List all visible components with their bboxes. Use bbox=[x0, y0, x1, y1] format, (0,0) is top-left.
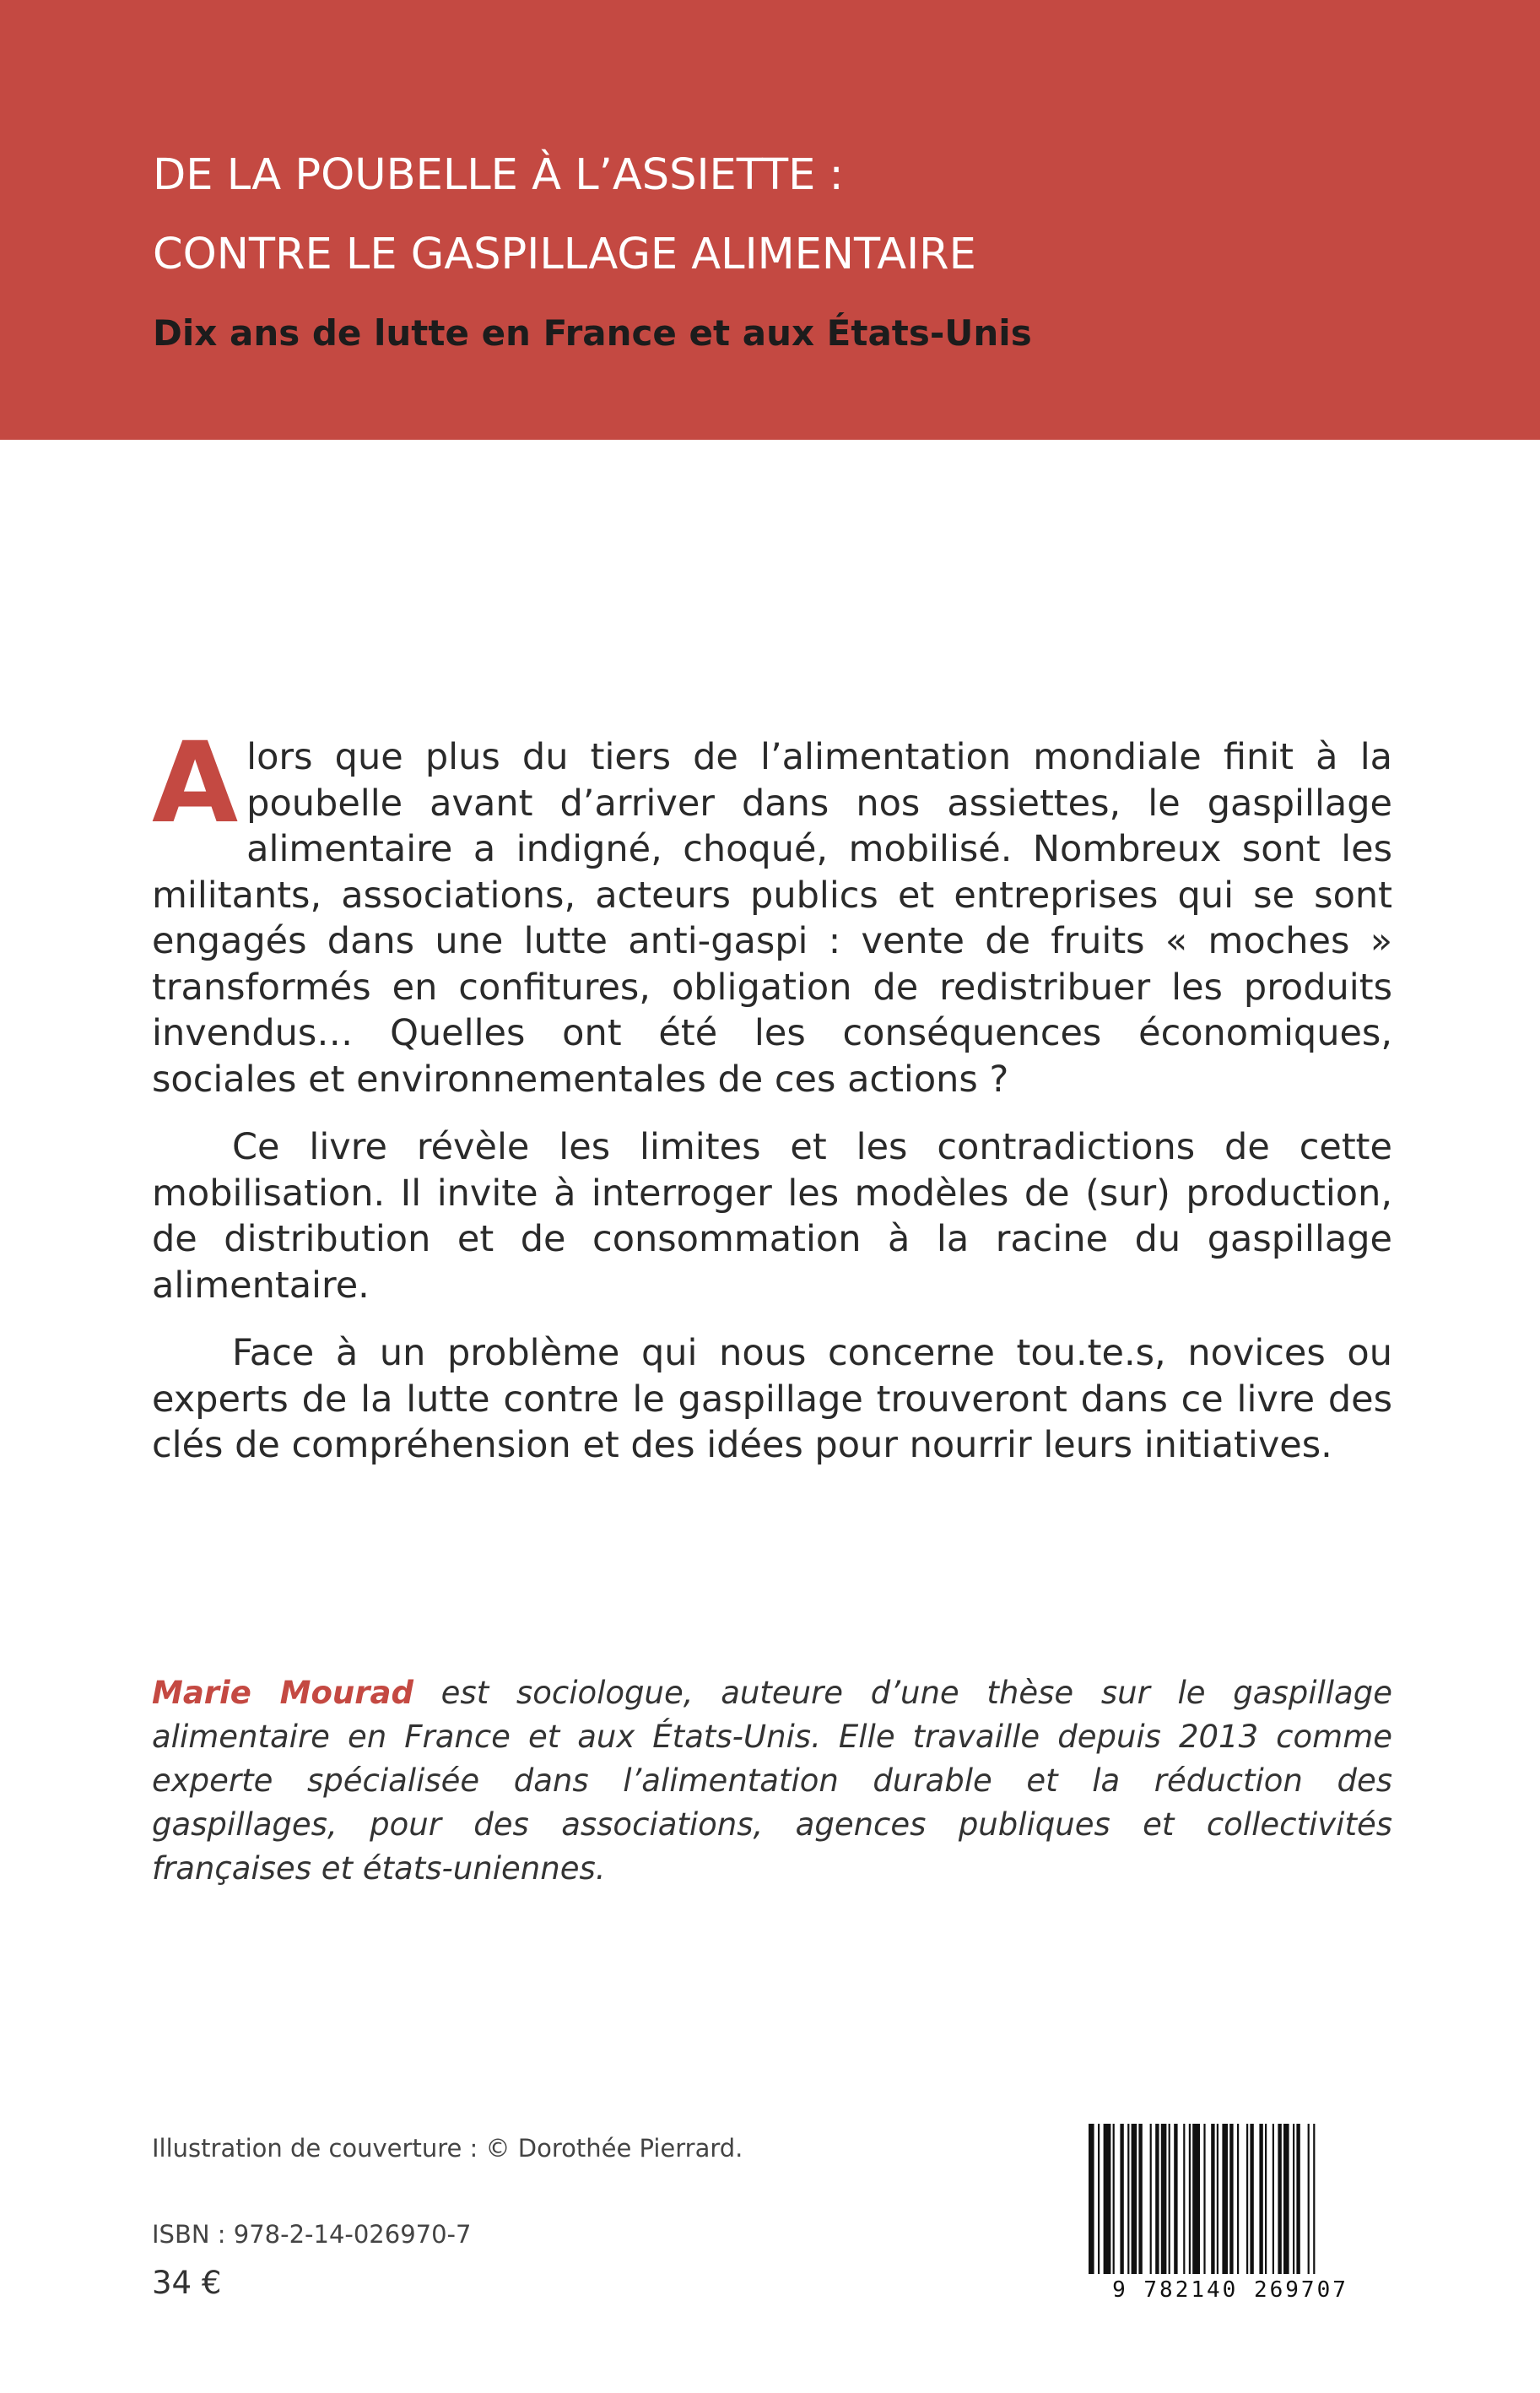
barcode-bar bbox=[1150, 2124, 1152, 2274]
barcode-bar bbox=[1098, 2124, 1100, 2274]
subtitle: Dix ans de lutte en France et aux États-Unis bbox=[153, 312, 1032, 354]
barcode-bar bbox=[1283, 2124, 1289, 2274]
barcode-bar bbox=[1155, 2124, 1159, 2274]
barcode-bars bbox=[1070, 2117, 1391, 2279]
barcode-bar bbox=[1183, 2124, 1185, 2274]
barcode-bar bbox=[1313, 2124, 1315, 2274]
barcode-bar bbox=[1113, 2124, 1115, 2274]
barcode-bar bbox=[1127, 2124, 1129, 2274]
blurb-paragraph-1-text: lors que plus du tiers de l’alimentation mondiale finit à la poubelle avant d’arriver dans nos assiettes, le gaspillage alimentaire a indigné, choqué, mobilisé. Nombreux sont les militants, associations, acteurs publics et entreprises qui se sont engagés dans une lutte anti-gaspi : vente de fruits « moches » transformés en confitures, obligation de redistribuer les produits invendus… Quelles ont été les conséquences économiques, sociales et environnementales de ces actions ? bbox=[152, 736, 1392, 1101]
barcode-bar bbox=[1217, 2124, 1218, 2274]
back-cover-blurb bbox=[152, 718, 1392, 1491]
barcode-number: 9 782140 269707 bbox=[1112, 2277, 1348, 2303]
author-bio-text: est sociologue, auteure d’une thèse sur le gaspillage alimentaire en France et aux États-Unis. Elle travaille depuis 2013 comme experte spécialisée dans l’alimentation durable et la réduction des gaspillages, pour des associations, agences publiques et collectivités françaises et états-uniennes. bbox=[152, 1675, 1392, 1887]
title-line-2: CONTRE LE GASPILLAGE ALIMENTAIRE bbox=[153, 230, 976, 279]
barcode-bar bbox=[1222, 2124, 1228, 2274]
barcode-bar bbox=[1293, 2124, 1294, 2274]
price: 34 € bbox=[152, 2265, 222, 2301]
barcode-bar bbox=[1246, 2124, 1248, 2274]
barcode-bar bbox=[1120, 2124, 1123, 2274]
barcode-bar bbox=[1203, 2124, 1205, 2274]
barcode-bar bbox=[1174, 2124, 1177, 2274]
barcode-bar bbox=[1104, 2124, 1111, 2274]
blurb-paragraph-3: Face à un problème qui nous concerne tou.te.s, novices ou experts de la lutte contre le gaspillage trouveront dans ce livre des clés de compréhension et des idées pour nourrir leurs initiatives. bbox=[152, 1332, 1392, 1466]
barcode-bar bbox=[1278, 2124, 1281, 2274]
barcode bbox=[1070, 2117, 1391, 2303]
barcode-bar bbox=[1161, 2124, 1167, 2274]
barcode-bar bbox=[1138, 2124, 1142, 2274]
barcode-bar bbox=[1237, 2124, 1239, 2274]
barcode-bar bbox=[1132, 2124, 1137, 2274]
barcode-bar bbox=[1229, 2124, 1233, 2274]
author-name: Marie Mourad bbox=[152, 1675, 413, 1711]
illustration-credit: Illustration de couverture : © Dorothée Pierrard. bbox=[152, 2134, 743, 2163]
title-line-1: DE LA POUBELLE À L’ASSIETTE : bbox=[153, 150, 844, 200]
barcode-bar bbox=[1189, 2124, 1191, 2274]
barcode-bar bbox=[1169, 2124, 1170, 2274]
barcode-bar bbox=[1296, 2124, 1300, 2274]
isbn: ISBN : 978-2-14-026970-7 bbox=[152, 2220, 472, 2249]
blurb-paragraph-1 bbox=[152, 718, 1392, 1102]
barcode-bar bbox=[1211, 2124, 1214, 2274]
barcode-bar bbox=[1089, 2124, 1094, 2274]
barcode-bar bbox=[1265, 2124, 1267, 2274]
author-bio bbox=[152, 1671, 1392, 1891]
barcode-bar bbox=[1259, 2124, 1262, 2274]
barcode-bar bbox=[1250, 2124, 1253, 2274]
barcode-bar bbox=[1273, 2124, 1274, 2274]
barcode-bar bbox=[1192, 2124, 1200, 2274]
barcode-bar bbox=[1308, 2124, 1310, 2274]
drop-cap-letter: A bbox=[152, 718, 239, 848]
cover-header-band bbox=[0, 0, 1540, 440]
blurb-paragraph-2: Ce livre révèle les limites et les contradictions de cette mobilisation. Il invite à interroger les modèles de (sur) production, de distribution et de consommation à la racine du gaspillage alimentaire. bbox=[152, 1126, 1392, 1307]
